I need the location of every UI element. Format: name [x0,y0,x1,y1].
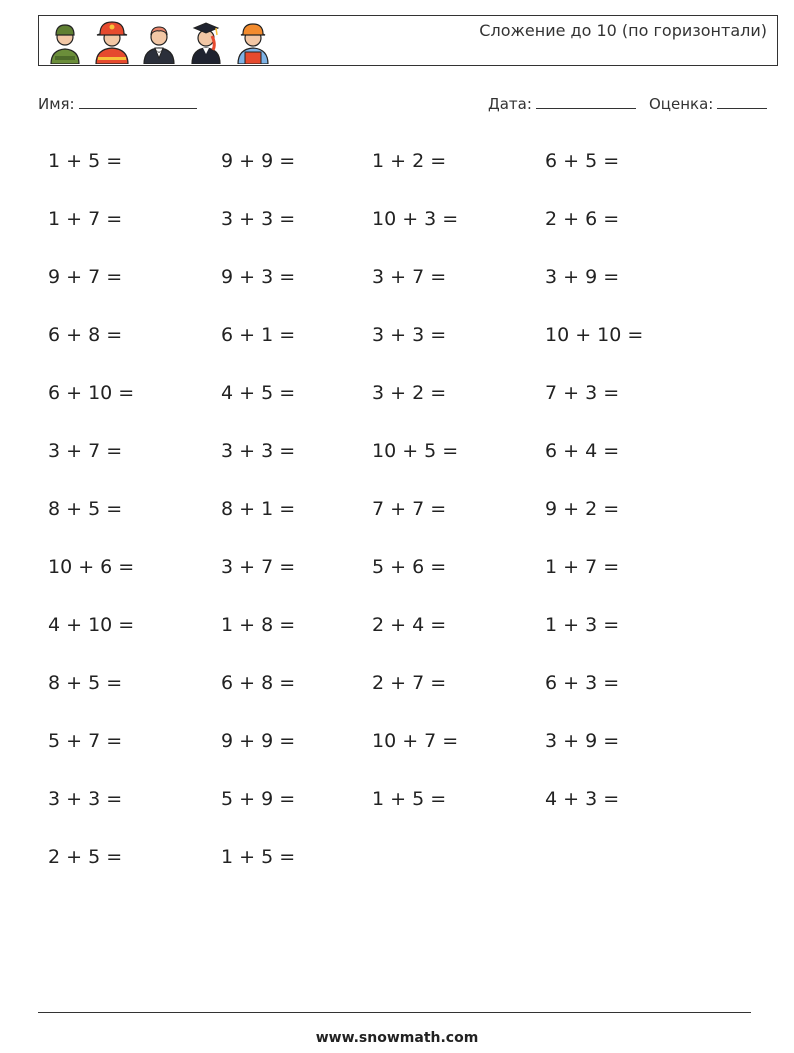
problem-item: 9 + 9 = [221,730,296,752]
problem-item: 6 + 1 = [221,324,296,346]
problem-item: 6 + 8 = [48,324,123,346]
problem-item: 6 + 4 = [545,440,620,462]
header-box [38,15,778,66]
date-blank[interactable] [536,94,636,109]
worksheet-title: Сложение до 10 (по горизонтали) [479,21,767,40]
problem-item: 9 + 9 = [221,150,296,172]
problem-item: 1 + 3 = [545,614,620,636]
problem-item: 3 + 9 = [545,266,620,288]
name-label: Имя: [38,95,75,113]
problem-item: 1 + 2 = [372,150,447,172]
problem-item: 1 + 5 = [221,846,296,868]
problem-item: 9 + 3 = [221,266,296,288]
graduate-avatar-icon [186,18,226,64]
date-field[interactable] [488,94,636,113]
problem-item: 3 + 3 = [372,324,447,346]
problem-item: 3 + 3 = [221,208,296,230]
problem-item: 6 + 10 = [48,382,135,404]
problem-item: 3 + 7 = [372,266,447,288]
problem-item: 3 + 7 = [48,440,123,462]
problem-item: 4 + 3 = [545,788,620,810]
problem-item: 5 + 9 = [221,788,296,810]
date-label: Дата: [488,95,532,113]
score-field[interactable] [649,94,767,113]
footer-url: www.snowmath.com [315,1030,479,1046]
problem-item: 3 + 2 = [372,382,447,404]
problem-item: 3 + 7 = [221,556,296,578]
avatar-strip [45,18,273,64]
problem-item: 3 + 3 = [221,440,296,462]
problem-item: 10 + 10 = [545,324,644,346]
soldier-avatar-icon [45,18,85,64]
problem-item: 1 + 5 = [48,150,123,172]
problem-item: 10 + 7 = [372,730,459,752]
name-blank[interactable] [79,94,197,109]
problem-item: 3 + 3 = [48,788,123,810]
problem-item: 1 + 5 = [372,788,447,810]
problem-item: 4 + 10 = [48,614,135,636]
problem-item: 8 + 1 = [221,498,296,520]
problem-item: 4 + 5 = [221,382,296,404]
problem-item: 3 + 9 = [545,730,620,752]
waiter-avatar-icon [139,18,179,64]
firefighter-avatar-icon [92,18,132,64]
problem-item: 9 + 2 = [545,498,620,520]
problem-item: 1 + 8 = [221,614,296,636]
problem-item: 10 + 6 = [48,556,135,578]
problem-item: 2 + 5 = [48,846,123,868]
problem-item: 6 + 3 = [545,672,620,694]
problem-item: 7 + 7 = [372,498,447,520]
problem-item: 6 + 8 = [221,672,296,694]
footer-divider [38,1012,751,1013]
problem-item: 6 + 5 = [545,150,620,172]
problem-item: 1 + 7 = [545,556,620,578]
problem-item: 10 + 5 = [372,440,459,462]
problem-item: 9 + 7 = [48,266,123,288]
problem-item: 7 + 3 = [545,382,620,404]
problem-item: 2 + 4 = [372,614,447,636]
problem-item: 2 + 6 = [545,208,620,230]
problem-item: 10 + 3 = [372,208,459,230]
score-blank[interactable] [717,94,767,109]
name-field[interactable] [38,94,197,113]
score-label: Оценка: [649,95,714,113]
meta-row [38,94,772,116]
problem-item: 1 + 7 = [48,208,123,230]
problem-item: 2 + 7 = [372,672,447,694]
problem-item: 5 + 7 = [48,730,123,752]
problem-item: 8 + 5 = [48,498,123,520]
problem-item: 5 + 6 = [372,556,447,578]
problem-item: 8 + 5 = [48,672,123,694]
worker-avatar-icon [233,18,273,64]
